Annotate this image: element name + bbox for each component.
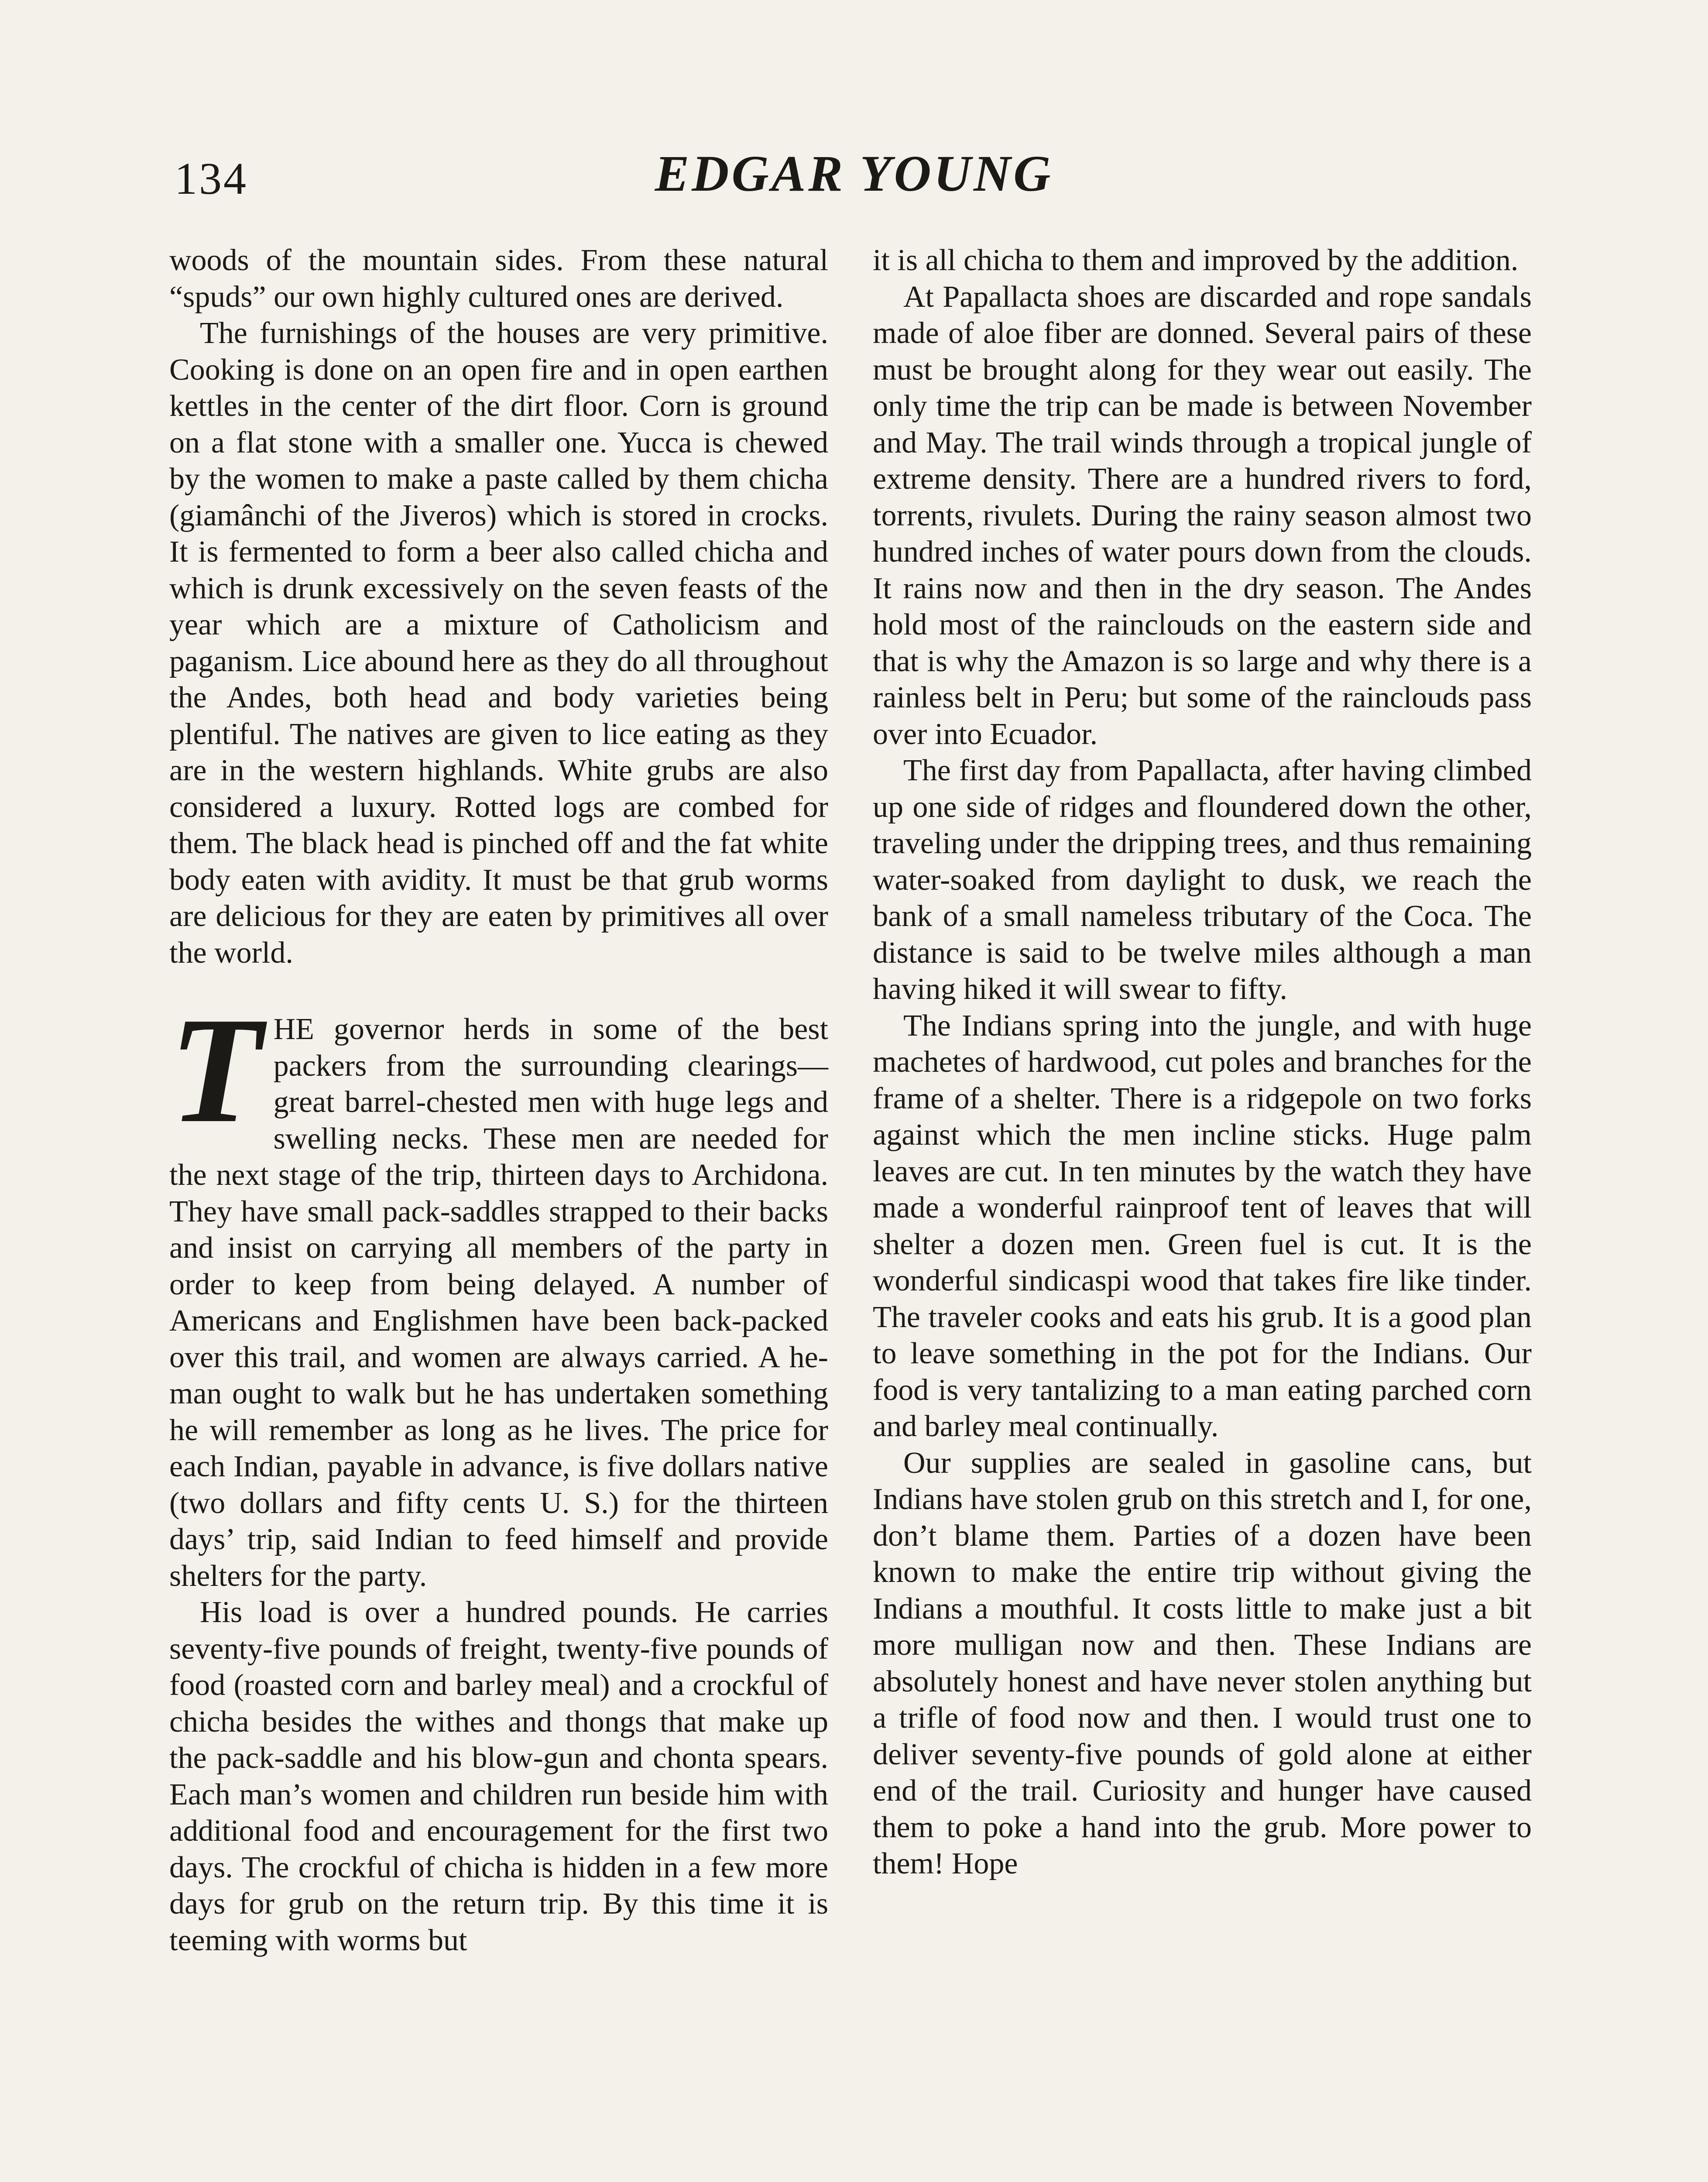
paragraph: His load is over a hundred pounds. He carries seventy-five pounds of freight, twenty-five pounds of food (roasted corn and barley meal) and a crockful of chicha besides the withes and thongs that make up the pack-saddle and his blow-gun and chonta spears. Each man’s women and children run beside him with additional food and encouragement for the first two days. The crockful of chicha is hidden in a few more days for grub on the return trip. By this time it is teeming with worms but: [169, 1595, 828, 1957]
paragraph: At Papallacta shoes are discarded and rope sandals made of aloe fiber are donned. Several pairs of these must be brought along for they wear out easily. The only time the trip can be made is between November and May. The trail winds through a tropical jungle of extreme density. There are a hundred rivers to ford, torrents, rivulets. During the rainy season almost two hundred inches of water pours down from the clouds. It rains now and then in the dry season. The Andes hold most of the rainclouds on the eastern side and that is why the Amazon is so large and why there is a rainless belt in Peru; but some of the rainclouds pass over into Ecuador.: [873, 280, 1532, 751]
paragraph: Our supplies are sealed in gasoline cans, but Indians have stolen grub on this stretch and I, for one, don’t blame them. Parties of a dozen have been known to make the entire trip without giving the Indians a mouthful. It costs little to make just a bit more mulligan now and then. These Indians are absolutely honest and have never stolen anything but a trifle of food now and then. I would trust one to deliver seventy-five pounds of gold alone at either end of the trail. Curiosity and hunger have caused them to poke a hand into the grub. More power to them! Hope: [873, 1446, 1532, 1880]
section-opening-paragraph: [169, 986, 828, 1594]
page-header: [0, 144, 1708, 209]
running-head: EDGAR YOUNG: [655, 145, 1053, 202]
page-number: 134: [175, 154, 248, 204]
paragraph: it is all chicha to them and improved by the addition.: [873, 244, 1519, 277]
right-column: [873, 242, 1532, 1882]
left-column: [169, 242, 828, 1959]
paragraph-text: HE governor herds in some of the best packers from the surrounding clearings—great barrel-chested men with huge legs and swelling necks. These men are needed for the next stage of the trip, thirteen days to Archidona. They have small pack-saddles strapped to their backs and insist on carrying all members of the party in order to keep from being delayed. A number of Americans and Englishmen have been back-packed over this trail, and women are always carried. A he-man ought to walk but he has undertaken something he will remember as long as he lives. The price for each Indian, payable in advance, is five dollars native (two dollars and fifty cents U. S.) for the thirteen days’ trip, said Indian to feed himself and provide shelters for the party.: [169, 1012, 828, 1593]
paragraph: The furnishings of the houses are very primitive. Cooking is done on an open fire and in open earthen kettles in the center of the dirt floor. Corn is ground on a flat stone with a smaller one. Yucca is chewed by the women to make a paste called by them chicha (giamânchi of the Jiveros) which is stored in crocks. It is fermented to form a beer also called chicha and which is drunk excessively on the seven feasts of the year which are a mixture of Catholicism and paganism. Lice abound here as they do all throughout the Andes, both head and body varieties being plentiful. The natives are given to lice eating as they are in the western highlands. White grubs are also considered a luxury. Rotted logs are combed for them. The black head is pinched off and the fat white body eaten with avidity. It must be that grub worms are delicious for they are eaten by primitives all over the world.: [169, 316, 828, 970]
paragraph: The Indians spring into the jungle, and with huge machetes of hardwood, cut poles and branches for the frame of a shelter. There is a ridgepole on two forks against which the men incline sticks. Huge palm leaves are cut. In ten minutes by the watch they have made a wonderful rainproof tent of leaves that will shelter a dozen men. Green fuel is cut. It is the wonderful sindicaspi wood that takes fire like tinder. The traveler cooks and eats his grub. It is a good plan to leave something in the pot for the Indians. Our food is very tantalizing to a man eating parched corn and barley meal continually.: [873, 1009, 1532, 1443]
paragraph: The first day from Papallacta, after having climbed up one side of ridges and floundered down the other, traveling under the dripping trees, and thus remaining water-soaked from daylight to dusk, we reach the bank of a small nameless tributary of the Coca. The distance is said to be twelve miles although a man having hiked it will swear to fifty.: [873, 754, 1532, 1006]
drop-cap: T: [169, 986, 262, 1154]
paragraph: woods of the mountain sides. From these natural “spuds” our own highly cultured ones are derived.: [169, 244, 828, 314]
